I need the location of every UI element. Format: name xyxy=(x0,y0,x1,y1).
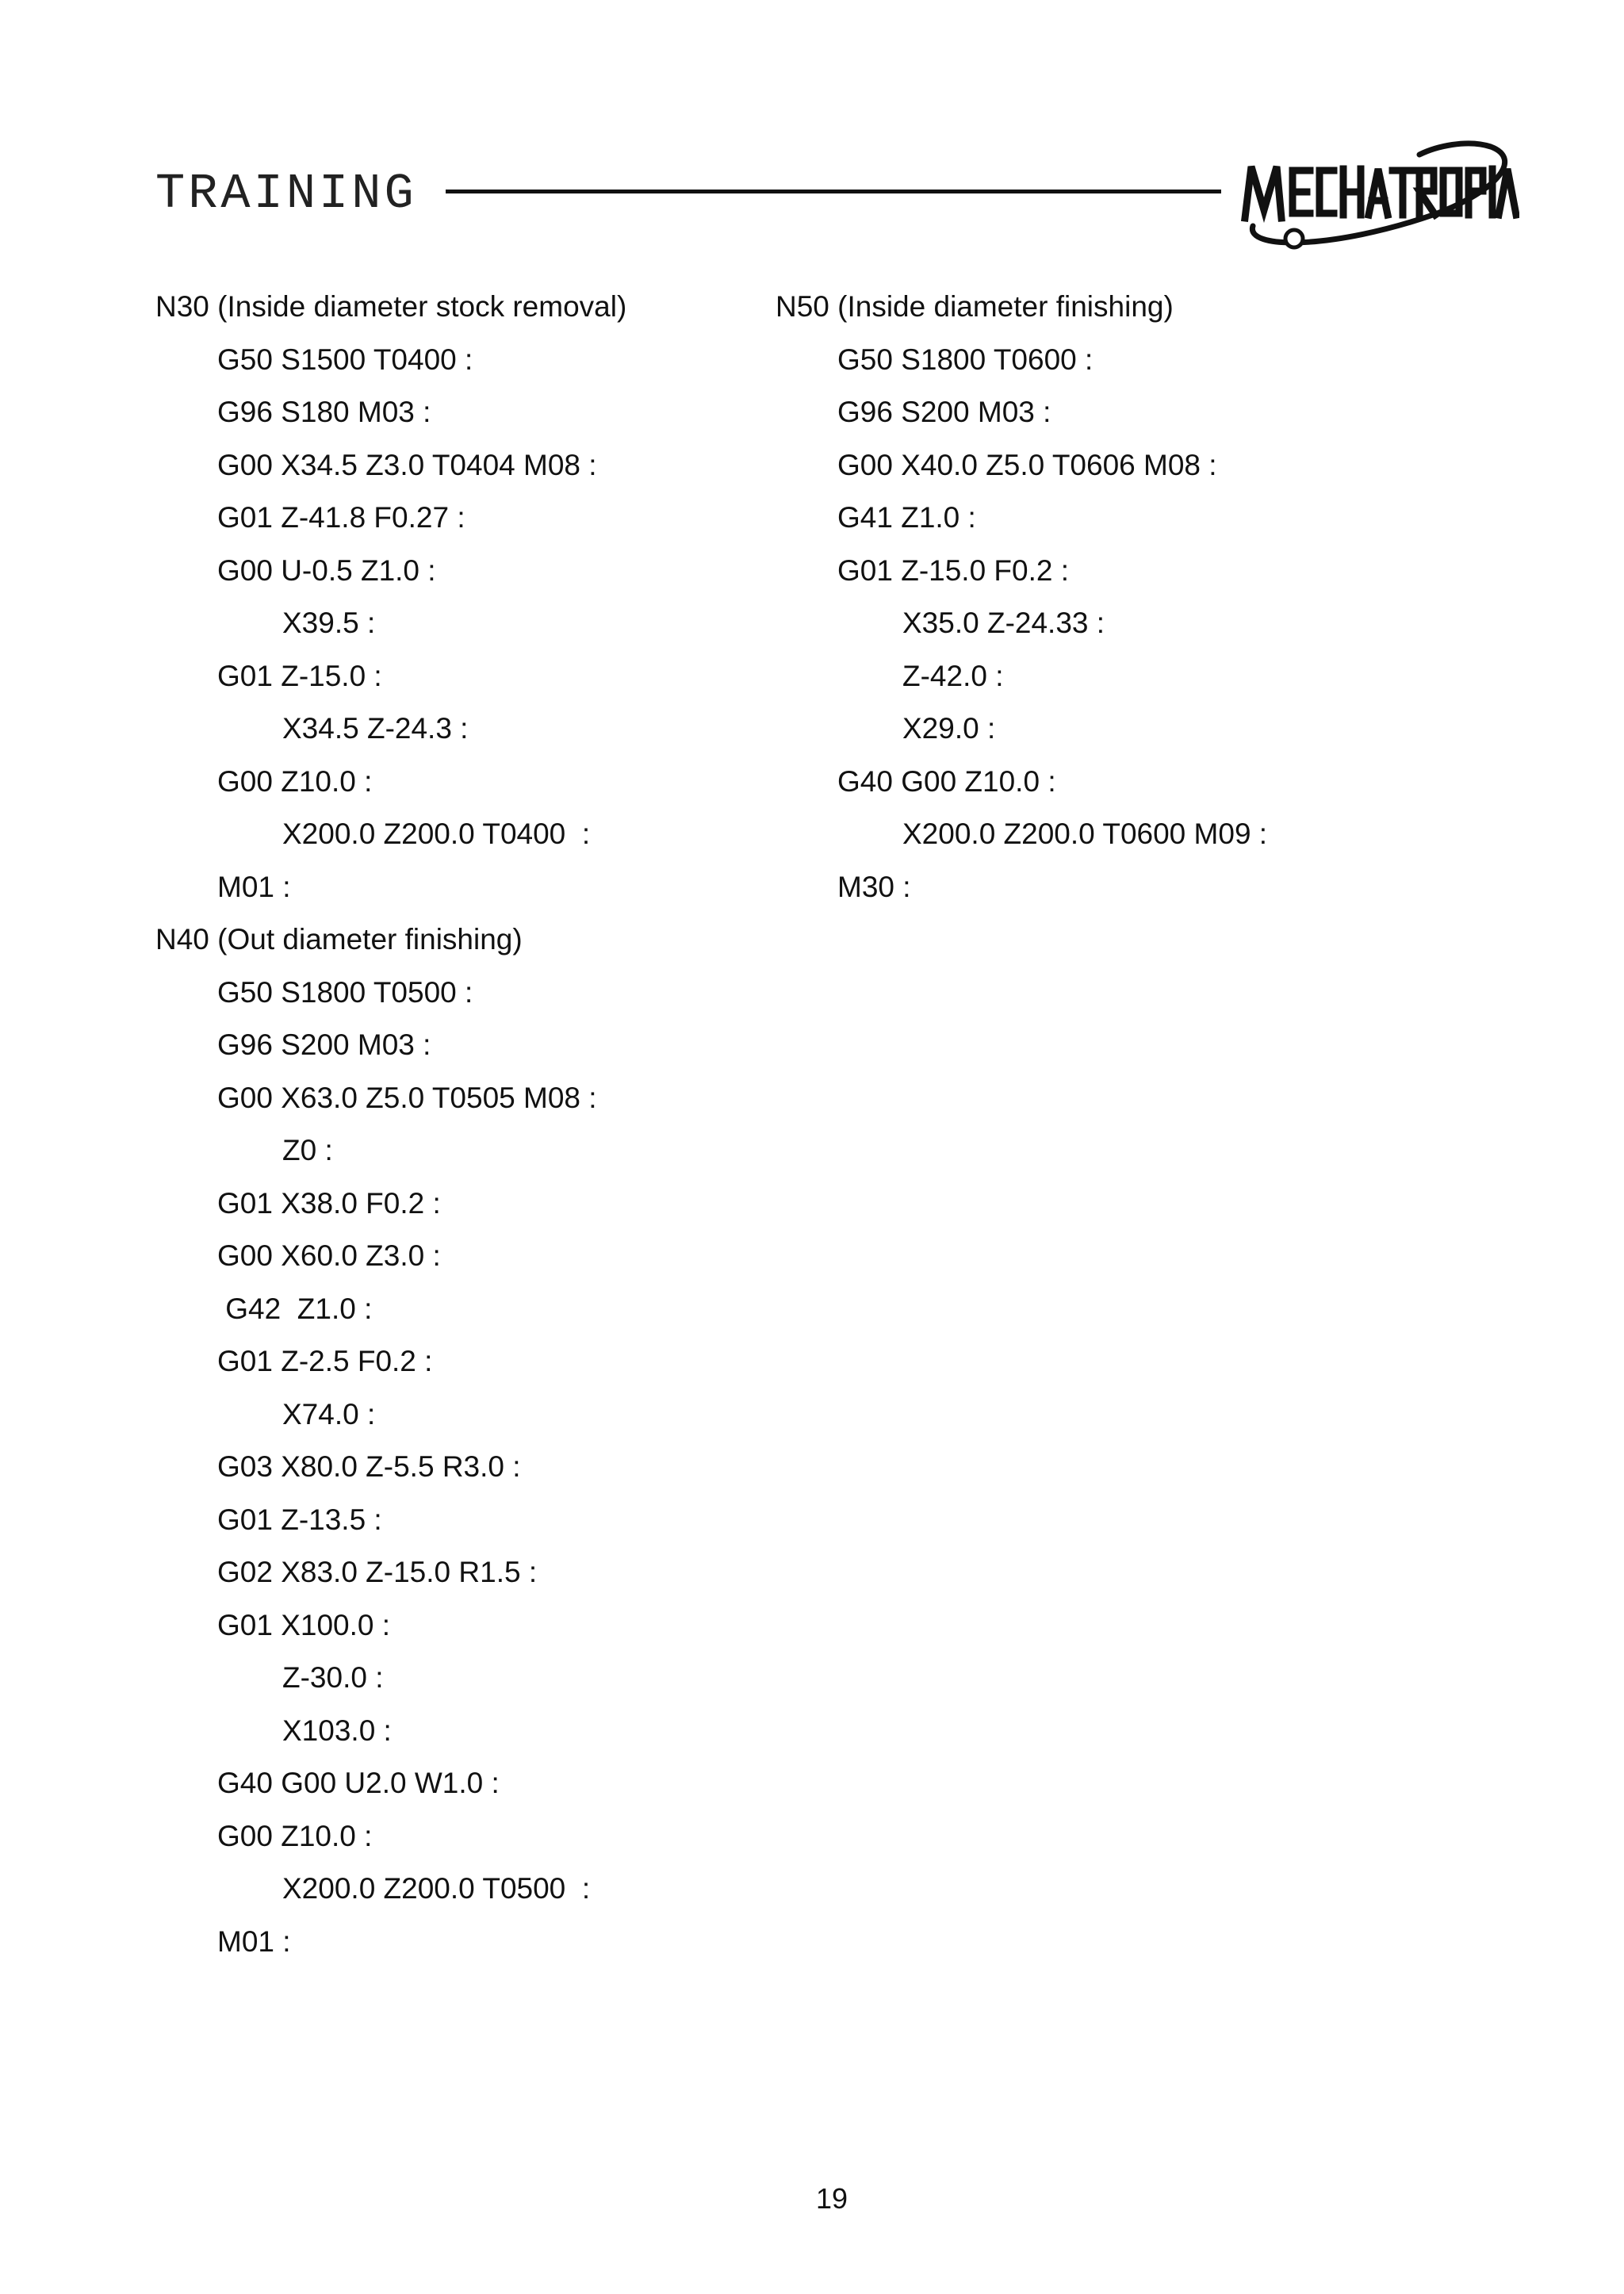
program-code-line: G01 Z-2.5 F0.2 : xyxy=(217,1345,433,1377)
program-code-line: X200.0 Z200.0 T0400 : xyxy=(282,818,591,850)
program-code-line: Z0 : xyxy=(282,1134,333,1166)
header-rule xyxy=(446,190,1221,193)
program-code-line: G00 X63.0 Z5.0 T0505 M08 : xyxy=(217,1081,597,1114)
program-code-line: G96 S200 M03 : xyxy=(217,1028,431,1061)
program-code-line: G00 X34.5 Z3.0 T0404 M08 : xyxy=(217,448,597,481)
program-code-line: G50 S1500 T0400 : xyxy=(217,343,473,376)
program-code-line: X35.0 Z-24.33 : xyxy=(902,607,1105,639)
program-code-line: G50 S1800 T0500 : xyxy=(217,975,473,1009)
program-code-line: G00 Z10.0 : xyxy=(217,1819,373,1852)
program-code-line: G00 U-0.5 Z1.0 : xyxy=(217,553,436,587)
mechatropia-logo xyxy=(1237,131,1519,258)
program-left-column xyxy=(155,285,837,1973)
program-code-line: G42 Z1.0 : xyxy=(217,1292,373,1325)
program-code-line: X34.5 Z-24.3 : xyxy=(282,712,469,745)
page-title: TRAINING xyxy=(155,166,417,222)
program-code-line: G40 G00 Z10.0 : xyxy=(837,764,1056,798)
program-code-line: G96 S200 M03 : xyxy=(837,396,1051,428)
program-section-heading: N50 (Inside diameter finishing) xyxy=(776,290,1174,323)
program-code-line: G00 X40.0 Z5.0 T0606 M08 : xyxy=(837,448,1217,481)
program-code-line: G01 Z-13.5 : xyxy=(217,1503,382,1536)
program-code-line: G02 X83.0 Z-15.0 R1.5 : xyxy=(217,1556,538,1588)
program-code-line: G01 Z-41.8 F0.27 : xyxy=(217,501,465,534)
program-code-line: Z-42.0 : xyxy=(902,659,1004,692)
program-code-line: Z-30.0 : xyxy=(282,1661,384,1694)
program-code-line: G40 G00 U2.0 W1.0 : xyxy=(217,1767,500,1799)
program-right-column xyxy=(776,285,1457,918)
program-code-line: X200.0 Z200.0 T0500 : xyxy=(282,1872,591,1905)
program-code-line: M01 : xyxy=(217,1924,291,1958)
program-code-line: G00 X60.0 Z3.0 : xyxy=(217,1239,441,1272)
program-code-line: G50 S1800 T0600 : xyxy=(837,343,1094,376)
program-code-line: X29.0 : xyxy=(902,712,996,745)
page-number: 19 xyxy=(815,2182,848,2215)
program-code-line: G01 Z-15.0 : xyxy=(217,659,382,692)
program-code-line: X200.0 Z200.0 T0600 M09 : xyxy=(902,818,1268,850)
program-code-line: G03 X80.0 Z-5.5 R3.0 : xyxy=(217,1450,521,1483)
program-code-line: G01 Z-15.0 F0.2 : xyxy=(837,553,1070,587)
program-code-line: M30 : xyxy=(837,870,911,903)
program-code-line: X103.0 : xyxy=(282,1714,392,1747)
program-code-line: M01 : xyxy=(217,870,291,903)
program-section-heading: N40 (Out diameter finishing) xyxy=(155,923,523,956)
program-code-line: X39.5 : xyxy=(282,607,376,639)
program-code-line: G41 Z1.0 : xyxy=(837,501,976,534)
program-code-line: G96 S180 M03 : xyxy=(217,396,431,428)
program-code-line: G00 Z10.0 : xyxy=(217,764,373,798)
program-code-line: G01 X38.0 F0.2 : xyxy=(217,1186,441,1220)
program-code-line: X74.0 : xyxy=(282,1397,376,1430)
program-section-heading: N30 (Inside diameter stock removal) xyxy=(155,290,627,323)
program-code-line: G01 X100.0 : xyxy=(217,1608,391,1641)
